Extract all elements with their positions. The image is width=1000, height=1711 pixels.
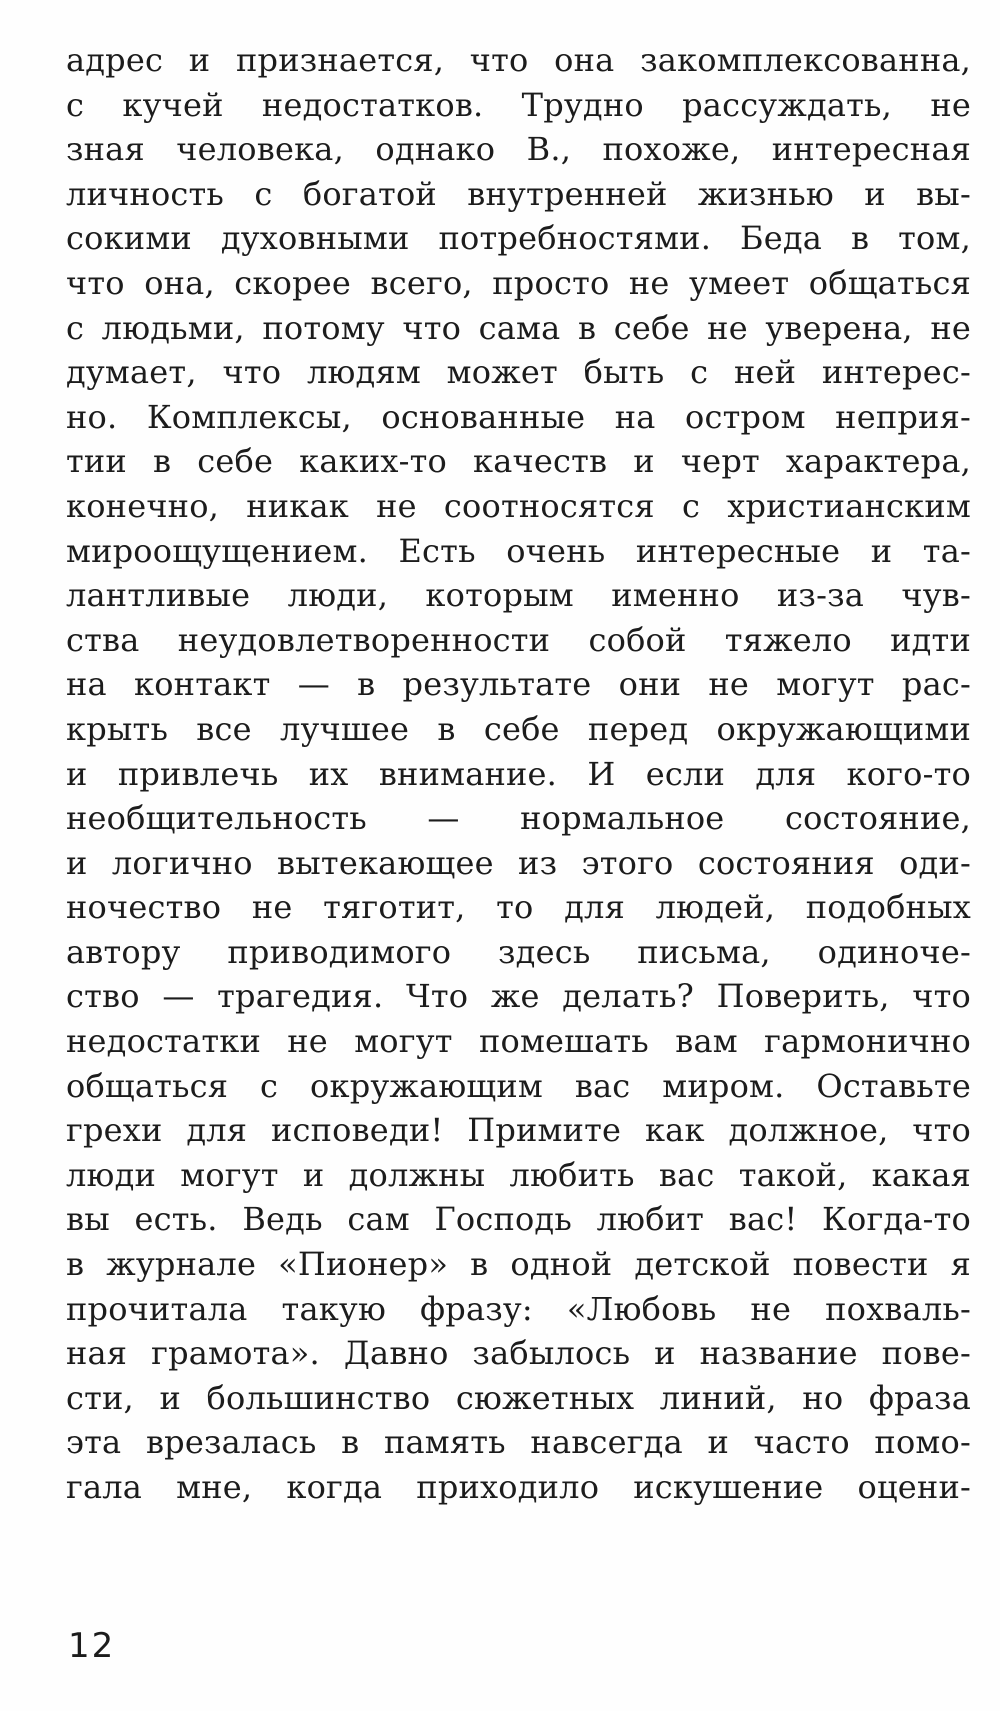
- text-line: лантливые люди, которым именно из-за чув-: [66, 576, 971, 615]
- text-line: автору приводимого здесь письма, одиноче-: [66, 932, 971, 971]
- text-line: общаться с окружающим вас миром. Оставьте: [66, 1066, 971, 1105]
- page-number: 12: [68, 1626, 116, 1666]
- text-line: необщительность — нормальное состояние,: [66, 799, 971, 838]
- text-line: вы есть. Ведь сам Господь любит вас! Когда-то: [66, 1200, 971, 1239]
- text-line: личность с богатой внутренней жизнью и вы-: [66, 174, 971, 213]
- text-line: что она, скорее всего, просто не умеет общаться: [66, 263, 971, 302]
- text-line: на контакт — в результате они не могут рас-: [66, 665, 971, 704]
- body-text: [66, 38, 971, 1510]
- text-line: ночество не тяготит, то для людей, подобных: [66, 888, 971, 927]
- text-line: с кучей недостатков. Трудно рассуждать, не: [66, 85, 971, 124]
- text-line: адрес и признается, что она закомплексованна,: [66, 41, 971, 79]
- text-line: с людьми, потому что сама в себе не уверена, не: [66, 308, 971, 347]
- text-line: сти, и большинство сюжетных линий, но фраза: [66, 1378, 971, 1417]
- text-line: люди могут и должны любить вас такой, какая: [66, 1155, 971, 1194]
- text-line: крыть все лучшее в себе перед окружающими: [66, 709, 971, 748]
- text-line: ство — трагедия. Что же делать? Поверить, что: [66, 977, 971, 1016]
- text-line: зная человека, однако В., похоже, интересная: [66, 130, 971, 169]
- text-line: и привлечь их внимание. И если для кого-то: [66, 754, 971, 793]
- text-line: грехи для исповеди! Примите как должное, что: [66, 1111, 971, 1150]
- text-line: сокими духовными потребностями. Беда в том,: [66, 219, 971, 258]
- text-line: но. Комплексы, основанные на остром неприя-: [66, 397, 971, 436]
- text-line: думает, что людям может быть с ней интерес-: [66, 353, 971, 392]
- text-line: эта врезалась в память навсегда и часто помо-: [66, 1423, 971, 1462]
- text-line: мироощущением. Есть очень интересные и та-: [66, 531, 971, 570]
- text-line: ства неудовлетворенности собой тяжело идти: [66, 620, 971, 659]
- text-line: прочитала такую фразу: «Любовь не похваль-: [66, 1289, 971, 1328]
- text-line: тии в себе каких-то качеств и черт характера,: [66, 442, 971, 481]
- text-line: конечно, никак не соотносятся с христианским: [66, 486, 971, 525]
- text-line: в журнале «Пионер» в одной детской повести я: [66, 1245, 971, 1284]
- text-line: и логично вытекающее из этого состояния оди-: [66, 843, 971, 882]
- text-line: недостатки не могут помешать вам гармонично: [66, 1022, 971, 1061]
- text-line: гала мне, когда приходило искушение оцени-: [66, 1468, 971, 1506]
- text-line: ная грамота». Давно забылось и название пове-: [66, 1334, 971, 1373]
